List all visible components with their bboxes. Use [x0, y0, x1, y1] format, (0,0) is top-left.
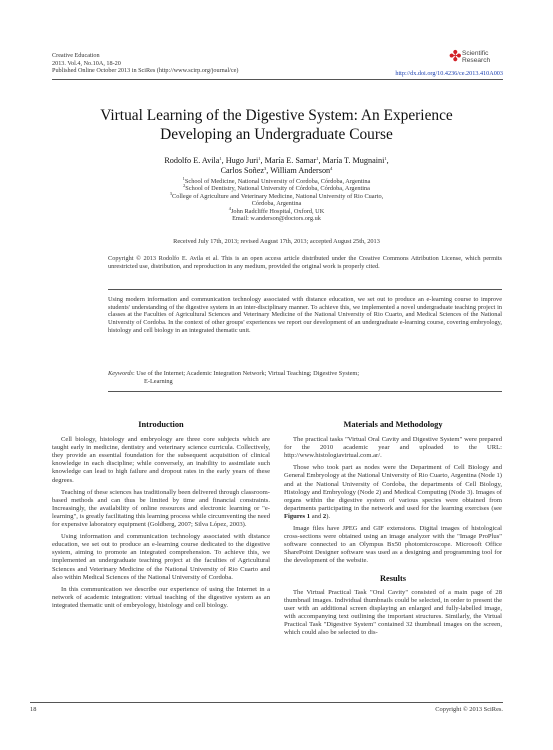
abstract-bottom-rule [108, 391, 502, 392]
author-list [60, 156, 493, 176]
author: Carlos Soñez [220, 166, 265, 175]
figure-reference[interactable]: 2 [322, 512, 327, 520]
copyright-notice: Copyright © 2013 Rodolfo E. Avila et al. This is an open access article distributed under the Creative Commons Attribution License, which permits unrestricted use, distribution, and reproduction in any medium, provided the original work is properly cited. [108, 255, 502, 270]
right-column [284, 421, 502, 641]
publication-info: Published Online October 2013 in SciRes (http://www.scirp.org/journal/ce) [52, 67, 239, 75]
intro-paragraph: Using information and communication technology associated with distance education, we set out to produce an e-learning course dedicated to the digestive system, aiming to promote an integrated comprehension. To achieve this, we implemented an undergraduate teaching project at the faculties of Agricultural Sciences and Veterinary Medicine of the National University of Rio Cuarto and also within Medical Sciences of the National University of Cordoba. [52, 533, 270, 581]
methods-paragraph: Image files have JPEG and GIF extensions. Digital images of histological cross-sections were obtained using an image analyzer with the "Image ProPlus" software connected to an Olympus Bx50 photomicroscope. Microsoft Office SharePoint Designer software was used as a designing and programming tool for the development of the website. [284, 525, 502, 565]
author-line-2: Carlos Soñez$^3$, William Anderson$^4$ [220, 166, 333, 175]
keywords-label: Keywords [108, 370, 133, 377]
figure-reference[interactable]: Figures 1 [284, 512, 311, 520]
methods-heading: Materials and Methodology [343, 420, 443, 429]
title-line-1: Virtual Learning of the Digestive System: An Experience [100, 107, 453, 124]
author: Rodolfo E. Avila [164, 156, 220, 165]
logo-mark-icon: ✤ [449, 49, 462, 65]
left-column [52, 421, 270, 614]
methods-paragraph: The practical tasks "Virtual Oral Cavity and Digestive System" were prepared for the 2010 academic year and uploaded to the URL: http://www.histologiavirtual.com.ar/. [284, 436, 502, 460]
author: María E. Samar [264, 156, 317, 165]
footer-rule [30, 702, 503, 703]
author: William Anderson [270, 166, 331, 175]
footer-copyright: Copyright © 2013 SciRes. [435, 706, 503, 713]
logo-line-2: Research [462, 57, 491, 64]
header-rule [52, 79, 503, 80]
keywords-continued: E-Learning [144, 377, 173, 385]
intro-paragraph: In this communication we describe our experience of using the Internet in a network of academic integration: virtual teaching of the digestive system as an integrated thematic unit of embryology, histology and cell biology. [52, 585, 270, 609]
doi-link[interactable]: http://dx.doi.org/10.4236/ce.2013.410A003 [395, 70, 503, 77]
keywords-text: Use of the Internet; Academic Integration Network; Virtual Teaching; Digestive System; [136, 370, 360, 377]
results-paragraph: The Virtual Practical Task "Oral Cavity" consisted of a main page of 28 thumbnail images. Individual thumbnails could be selected, in order to present the user with an additional screen displaying an enlarged and fully-labelled image, with accompanying text outlining the important structures. Similarly, the Virtual Practical Task "Digestive System" contained 32 thumbnail images on the screen, which could also be selected to dis- [284, 588, 502, 637]
title-line-2: Developing an Undergraduate Course [160, 126, 393, 143]
affiliation: Córdoba, Argentina [251, 200, 302, 208]
abstract-text: Using modern information and communication technology associated with distance education, we set out to produce an e-learning course to improve students' understanding of the digestive system in an inter-disciplinary manner. To achieve this, we implemented a novel undergraduate teaching project in classes at the Faculties of Agricultural Sciences and Veterinary Medicine of the National University of Rio Cuarto, and Medical Sciences of the National University of Cordoba. In the context of other groups' experiences we report our development of an undergraduate e-learning course, covering embryology, histology and cell biology in an integrated thematic unit. [108, 296, 502, 334]
author: María T. Mugnaini [322, 156, 385, 165]
journal-volume: 2013. Vol.4, No.10A, 18-20 [52, 59, 121, 67]
affiliations [100, 178, 453, 222]
journal-header [52, 52, 238, 75]
author-line-1: Rodolfo E. Avila$^1$, Hugo Juri$^1$, María E. Samar$^1$, María T. Mugnaini$^1$, [164, 156, 389, 165]
page-number: 18 [30, 706, 37, 713]
affiliation: $^1$School of Medicine, National University of Cordoba, Córdoba, Argentina [182, 176, 371, 185]
introduction-heading: Introduction [138, 420, 184, 429]
scientific-research-logo [449, 48, 509, 70]
contact-email: Email: w.anderson@doctors.org.uk [232, 215, 321, 223]
intro-paragraph: Teaching of these sciences has traditionally been delivered through classroom-based methods and can thus be limited by time and financial constraints. Increasingly, the availability of online resources and electronic learning or "e-learning", is greatly facilitating this learning process while circumventing the need for expensive laboratory equipment (Goldberg, 2007; Silva López, 2003). [52, 488, 270, 529]
intro-paragraph: Cell biology, histology and embryology are three core subjects which are taught early in medicine, dentistry and veterinary science curricula. Collectively, they provide an essential foundation for the subsequent acquisition of clinical knowledge in each discipline; while conversely, an inability to assimilate such knowledge can lead to high failure and dropout rates in the early years of these degrees. [52, 436, 270, 484]
affiliation: $^4$John Radcliffe Hospital, Oxford, UK [228, 205, 325, 215]
author: Hugo Juri [225, 156, 259, 165]
abstract-top-rule [108, 289, 502, 290]
keywords: Keywords: Use of the Internet; Academic Integration Network; Virtual Teaching; Digestive System; E-Learning [108, 370, 502, 385]
logo-line-1: Scientific [462, 50, 489, 57]
article-title [60, 106, 493, 144]
affiliation: $^2$School of Dentistry, National University of Córdoba, Córdoba, Argentina [183, 183, 370, 193]
affiliation: $^3$College of Agriculture and Veterinary Medicine, National University of Rio Cuarto, [169, 190, 384, 200]
received-dates: Received July 17th, 2013; revised August 17th, 2013; accepted August 25th, 2013 [173, 238, 380, 245]
journal-name: Creative Education [52, 52, 100, 59]
results-heading: Results [379, 573, 407, 583]
methods-paragraph: Those who took part as nodes were the Department of Cell Biology and General Embryology at the National University of Rio Cuarto, Argentina (Node 1) and at the National University of Cordoba, the departments of Cell Biology, Histology and Embryology (Node 2) and Medical Computing (Node 3). Images of organs within the digestive system of various species were obtained from departments participating in the network and used for the learning exercises (see Figures 1 and 2). [284, 464, 502, 520]
